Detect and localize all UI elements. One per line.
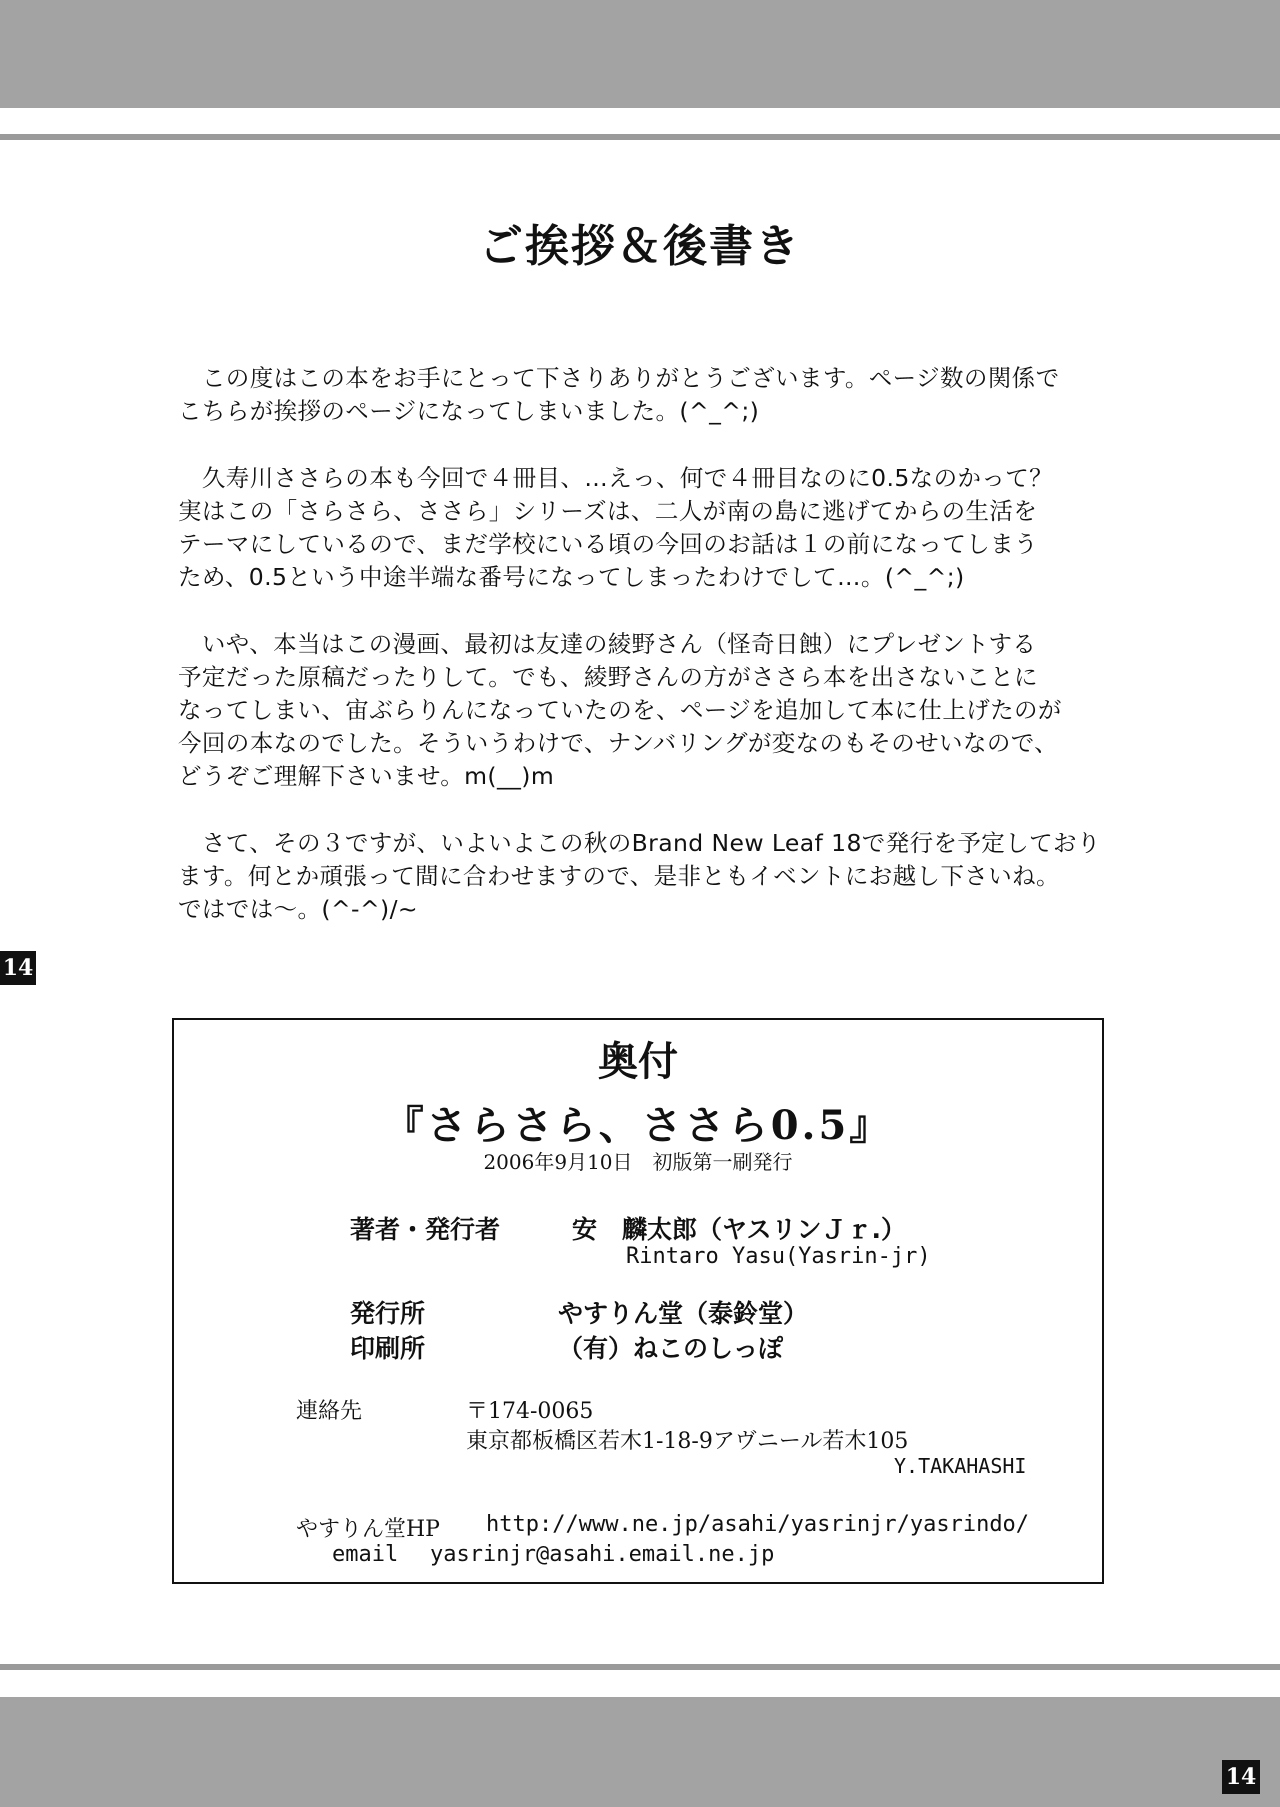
top-gray-band: [0, 0, 1280, 108]
colophon-box: [172, 1018, 1104, 1584]
paragraph-3: いや、本当はこの漫画、最初は友達の綾野さん（怪奇日蝕）にプレゼントする 予定だった原稿だったりして。でも、綾野さんの方がささら本を出さないことに なってしまい、宙ぶらりんになっていたのを、ページを追加して本に仕上げたのが 今回の本なのでした。そういうわけで、ナンバリングが変なのもそのせいなので、 どうぞご理解下さいませ。m(__)m: [178, 630, 1062, 790]
publication-date: 2006年9月10日 初版第一刷発行: [483, 1150, 793, 1174]
author-roman: Rintaro Yasu(Yasrin-jr): [626, 1244, 931, 1269]
contact-name: Y.TAKAHASHI: [894, 1454, 1027, 1478]
paragraph-4: さて、その３ですが、いよいよこの秋のBrand New Leaf 18で発行を予定しており ます。何とか頑張って間に合わせますので、是非ともイベントにお越し下さいね。 ではでは〜。(^-^)/~: [178, 829, 1101, 923]
printer-label: 印刷所: [350, 1334, 426, 1363]
publisher-label: 発行所: [350, 1299, 426, 1328]
colophon-heading: 奥付: [598, 1039, 678, 1085]
email-label: email: [332, 1542, 399, 1567]
book-title: 『さらさら、ささら0.5』: [383, 1102, 893, 1149]
paragraph-1: この度はこの本をお手にとって下さりありがとうございます。ページ数の関係で こちらが挨拶のページになってしまいました。(^_^;): [178, 364, 1060, 425]
postal-code: 〒174-0065: [466, 1399, 594, 1424]
homepage-label: やすりん堂HP: [296, 1517, 440, 1542]
afterword-body: [178, 362, 1138, 960]
homepage-url[interactable]: http://www.ne.jp/asahi/yasrinjr/yasrindo/: [486, 1512, 1030, 1537]
address: 東京都板橋区若木1-18-9アヴニール若木105: [466, 1429, 909, 1454]
contact-label: 連絡先: [296, 1399, 363, 1424]
side-page-number: 14: [0, 951, 36, 985]
printer-name: （有）ねこのしっぽ: [558, 1334, 784, 1363]
bottom-rule: [0, 1664, 1280, 1670]
corner-page-number: 14: [1222, 1760, 1260, 1794]
email-address[interactable]: yasrinjr@asahi.email.ne.jp: [430, 1542, 775, 1567]
page-title: ご挨拶＆後書き: [479, 221, 801, 272]
author-name: 安 麟太郎（ヤスリンＪｒ.）: [572, 1215, 906, 1244]
top-rule: [0, 134, 1280, 140]
publisher-name: やすりん堂（泰鈴堂）: [558, 1299, 809, 1328]
paragraph-2: 久寿川ささらの本も今回で４冊目、…えっ、何で４冊目なのに0.5なのかって？ 実はこの「さらさら、ささら」シリーズは、二人が南の島に逃げてからの生活を テーマにしているので、まだ学校にいる頃の今回のお話は１の前になってしまう ため、0.5という中途半端な番号になってしまったわけでして…。(^_^;): [178, 464, 1054, 591]
author-label: 著者・発行者: [350, 1215, 501, 1244]
bottom-gray-band: [0, 1697, 1280, 1807]
